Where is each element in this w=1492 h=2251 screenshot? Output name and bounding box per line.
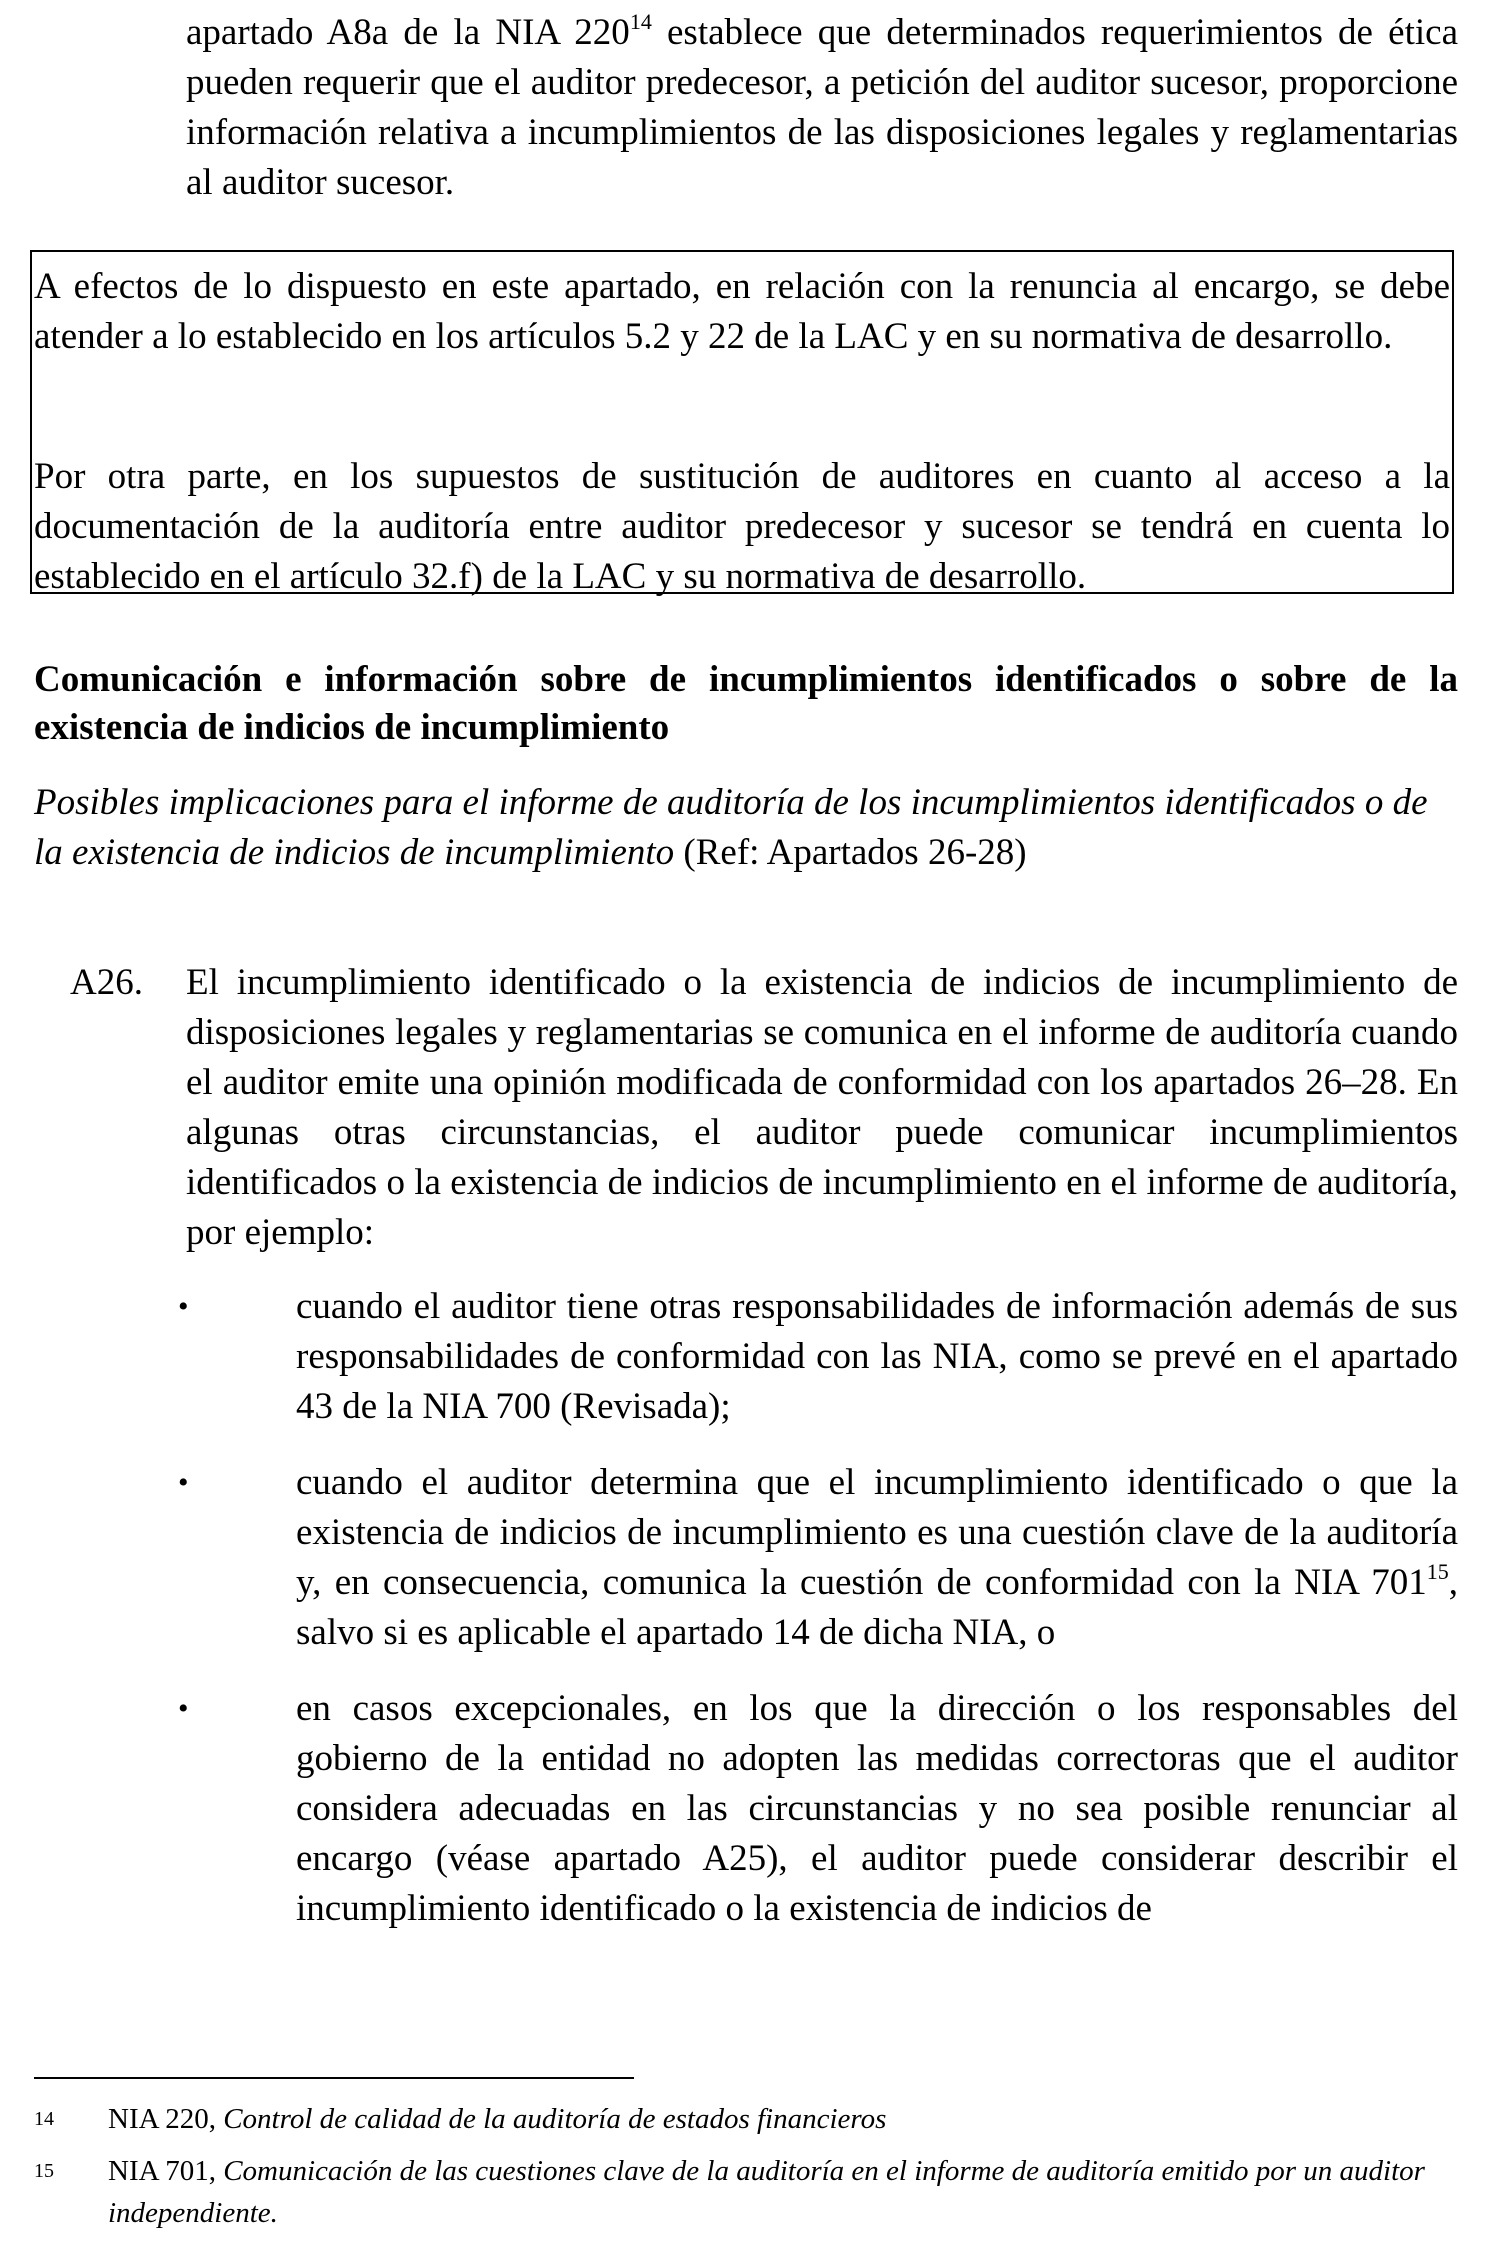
- subheading-italic: Posibles implicaciones para el informe de auditoría de los incumplimientos identificados o de la existencia de indicios de incumplimiento: [34, 782, 1428, 873]
- paragraph-number: A26.: [70, 962, 143, 1003]
- footnote-15-title: Comunicación de las cuestiones clave de la auditoría en el informe de auditoría emitido por un auditor independiente.: [108, 2155, 1425, 2229]
- footnote-14-title: Control de calidad de la auditoría de estados financieros: [223, 2103, 887, 2135]
- section-subheading: [34, 778, 1458, 878]
- bullet-marker: •: [178, 1466, 189, 1499]
- intro-text-after: establece que determinados requerimientos de ética pueden requerir que el auditor predecesor, a petición del auditor sucesor, proporcione información relativa a incumplimientos de las disposiciones legales y reglamentarias al auditor sucesor.: [186, 12, 1458, 203]
- bullet-item-2-after: , salvo si es aplicable el apartado 14 de dicha NIA, o: [296, 1562, 1458, 1653]
- footnote-ref-15[interactable]: 15: [1426, 1559, 1449, 1584]
- footnote-14-number: 14: [34, 2108, 54, 2130]
- intro-text-before: apartado A8a de la NIA 220: [186, 12, 630, 53]
- section-heading: Comunicación e información sobre de incumplimientos identificados o sobre de la existencia de indicios de incumplimiento: [34, 659, 1458, 748]
- bullet-item-3: en casos excepcionales, en los que la dirección o los responsables del gobierno de la entidad no adopten las medidas correctoras que el auditor considera adecuadas en las circunstancias y no sea posible renunciar al encargo (véase apartado A25), el auditor puede considerar describir el incumplimiento identificado o la existencia de indicios de: [296, 1688, 1458, 1929]
- intro-paragraph: [186, 8, 1458, 208]
- boxed-note-paragraph-2: Por otra parte, en los supuestos de sustitución de auditores en cuanto al acceso a la documentación de la auditoría entre auditor predecesor y sucesor se tendrá en cuenta lo establecido en el artículo 32.f) de la LAC y su normativa de desarrollo.: [34, 456, 1450, 597]
- boxed-note-paragraph-1: A efectos de lo dispuesto en este apartado, en relación con la renuncia al encargo, se debe atender a lo establecido en los artículos 5.2 y 22 de la LAC y en su normativa de desarrollo.: [34, 266, 1450, 357]
- footnote-ref-14[interactable]: 14: [629, 9, 652, 34]
- bullet-item-2-before: cuando el auditor determina que el incumplimiento identificado o que la existencia de indicios de incumplimiento es una cuestión clave de la auditoría y, en consecuencia, comunica la cuestión de conformidad con la NIA 701: [296, 1462, 1458, 1603]
- bullet-marker: •: [178, 1692, 189, 1725]
- footnote-15-prefix: NIA 701,: [108, 2155, 224, 2187]
- footnote-14-text: [108, 2098, 1458, 2140]
- bullet-marker: •: [178, 1290, 189, 1323]
- subheading-ref: (Ref: Apartados 26-28): [674, 832, 1027, 873]
- footnote-divider: [34, 2077, 634, 2079]
- footnote-15-text: [108, 2150, 1458, 2234]
- footnote-14-prefix: NIA 220,: [108, 2103, 224, 2135]
- bullet-item-2: [296, 1458, 1458, 1658]
- bullet-item-1: cuando el auditor tiene otras responsabilidades de información además de sus responsabilidades de conformidad con las NIA, como se prevé en el apartado 43 de la NIA 700 (Revisada);: [296, 1286, 1458, 1427]
- paragraph-a26-text: El incumplimiento identificado o la existencia de indicios de incumplimiento de disposiciones legales y reglamentarias se comunica en el informe de auditoría cuando el auditor emite una opinión modificada de conformidad con los apartados 26–28. En algunas otras circunstancias, el auditor puede comunicar incumplimientos identificados o la existencia de indicios de incumplimiento en el informe de auditoría, por ejemplo:: [186, 962, 1458, 1253]
- footnote-15-number: 15: [34, 2160, 54, 2182]
